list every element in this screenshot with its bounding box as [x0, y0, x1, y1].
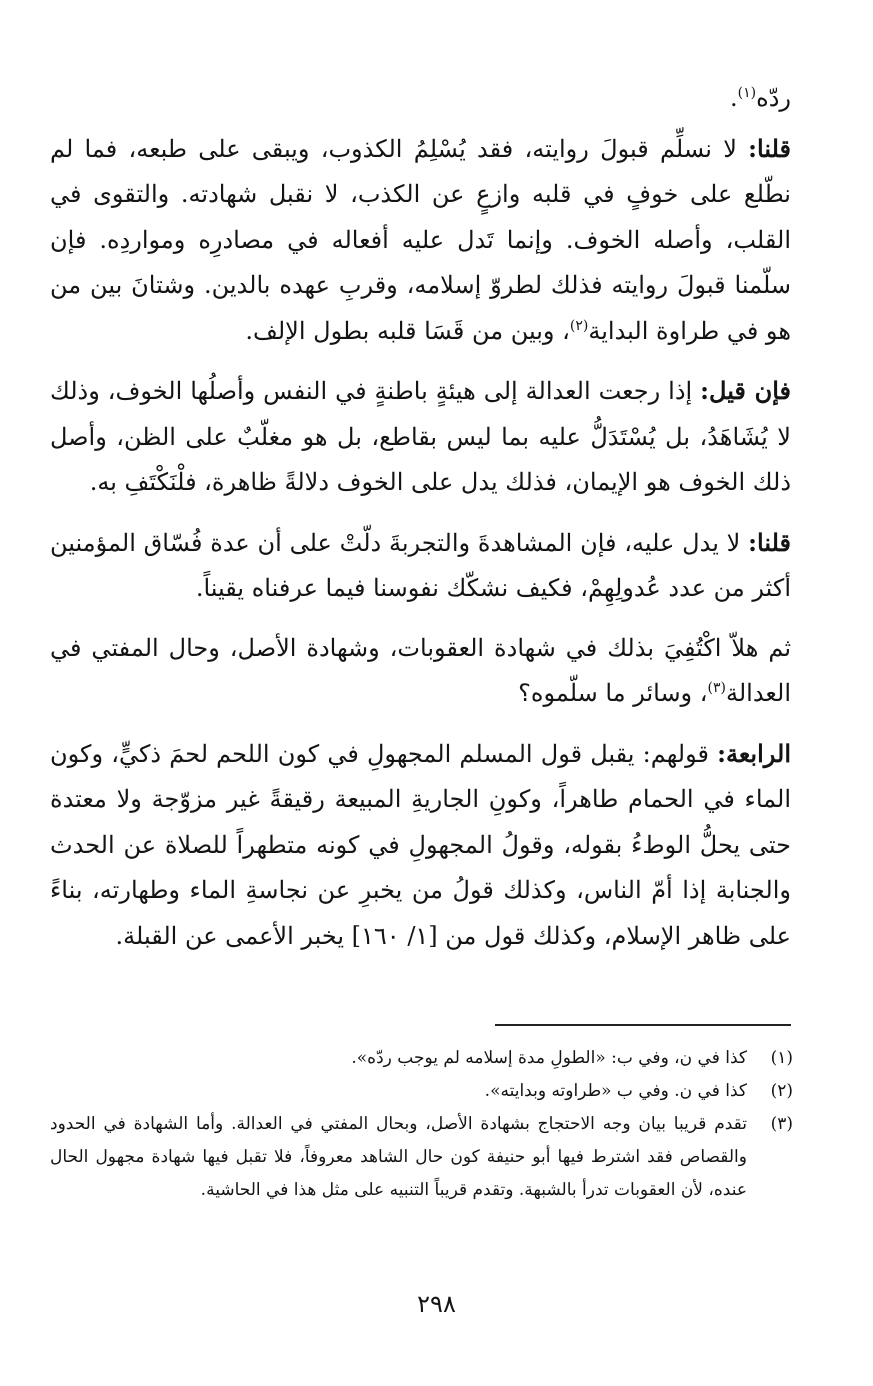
footnote-text: كذا في ن. وفي ب «طراوته وبدايته». [484, 1081, 747, 1101]
paragraph-lead: الرابعة: [717, 738, 791, 768]
paragraph-text: ثم هلاّ اكْتُفِيَ بذلك في شهادة العقوبات، وشهادة الأصل، وحال المفتي في العدالة [50, 633, 791, 707]
paragraph-text: إذا رجعت العدالة إلى هيئةٍ باطنةٍ في النفس وأصلُها الخوف، وذلك لا يُشَاهَدُ، بل يُسْتَدَلُّ عليه بما ليس بقاطع، بل هو مغلّبٌ على الظن، وأصل ذلك الخوف هو الإيمان، فذلك يدل على الخوف دلالةً ظاهرة، فلْنَكْتَفِ به. [50, 377, 791, 496]
paragraph-qulna-2 [50, 520, 791, 612]
footnote-2 [50, 1075, 793, 1108]
footnote-ref-3[interactable]: (٣) [707, 680, 726, 696]
footnote-text: تقدم قريبا بيان وجه الاحتجاج بشهادة الأصل، وبحال المفتي في العدالة. وأما الشهادة في الحدود والقصاص فقد اشترط فيها أبو حنيفة كون حال الشاهد معروفاً، فلا تقبل فيها شهادة مجهول الحال عنده، لأن العقوبات تدرأ بالشبهة. وتقدم قريباً التنبيه على مثل هذا في الحاشية. [50, 1114, 747, 1200]
paragraph-in-qila [50, 368, 791, 506]
paragraph-rabia [50, 731, 791, 960]
paragraph-qulna-1 [50, 126, 791, 355]
paragraph-text-tail: ، وبين من قَسَا قلبه بطول الإلف. [245, 316, 570, 345]
footnote-3 [50, 1108, 793, 1207]
footnote-number: (٢) [770, 1081, 793, 1101]
paragraph-text: قولهم: يقبل قول المسلم المجهولِ في كون اللحم لحمَ ذكيٍّ، وكون الماء في الحمام طاهراً، وكونِ الجاريةِ المبيعة رقيقةً غير مزوّجة ولا معتدة حتى يحلُّ الوطءُ بقوله، وقولُ المجهولِ في كونه متطهراً للصلاة عن الحدث والجنابة إذا أمّ الناس، وكذلك قولُ من يخبرِ عن نجاسةِ الماء وطهارته، بناءً على ظاهر الإسلام، وكذلك قول من [١/ ١٦٠] يخبر الأعمى عن القبلة. [50, 739, 792, 950]
paragraph-text-tail: . [730, 84, 738, 112]
footnote-number: (٣) [770, 1114, 793, 1134]
footnote-number: (١) [770, 1048, 793, 1068]
page-number: ٢٩٨ [417, 1290, 456, 1318]
paragraph-text: لا نسلِّم قبولَ روايته، فقد يُسْلِمُ الكذوب، ويبقى على طبعه، فما لم نطّلع على خوفٍ في قلبه وازعٍ عن الكذب، لا نقبل شهادته. والتقوى في القلب، وأصله الخوف. وإنما تَدل عليه أفعاله في مصادرِه ومواردِه. فإن سلّمنا قبولَ روايته فذلك لطروّ إسلامه، وقربِ عهده بالدين. وشتانَ بين من هو في طراوة البداية [50, 134, 791, 345]
footnote-1 [50, 1042, 793, 1075]
paragraph-lead: قلنا: [748, 527, 791, 557]
paragraph-lead: قلنا: [748, 133, 791, 163]
paragraph-thumma [50, 626, 791, 717]
footnote-ref-2[interactable]: (٢) [569, 317, 589, 334]
footnotes [50, 1042, 793, 1207]
footnote-text: كذا في ن، وفي ب: «الطولِ مدة إسلامه لم يوجب ردّه». [351, 1048, 747, 1068]
paragraph-continuation [50, 76, 791, 122]
paragraph-text: ردّه [756, 84, 791, 112]
paragraph-lead: فإن قيل: [700, 376, 792, 405]
footnote-ref-1[interactable]: (١) [737, 85, 757, 101]
footnote-divider [495, 1024, 791, 1026]
main-text [50, 76, 791, 973]
paragraph-text-tail: ، وسائر ما سلّموه؟ [518, 679, 708, 707]
paragraph-text: لا يدل عليه، فإن المشاهدةَ والتجربةَ دلّتْ على أن عدة فُسّاق المؤمنين أكثر من عدد عُدولِهِمْ، فكيف نشكّك نفوسنا فيما عرفناه يقيناً. [50, 528, 791, 602]
